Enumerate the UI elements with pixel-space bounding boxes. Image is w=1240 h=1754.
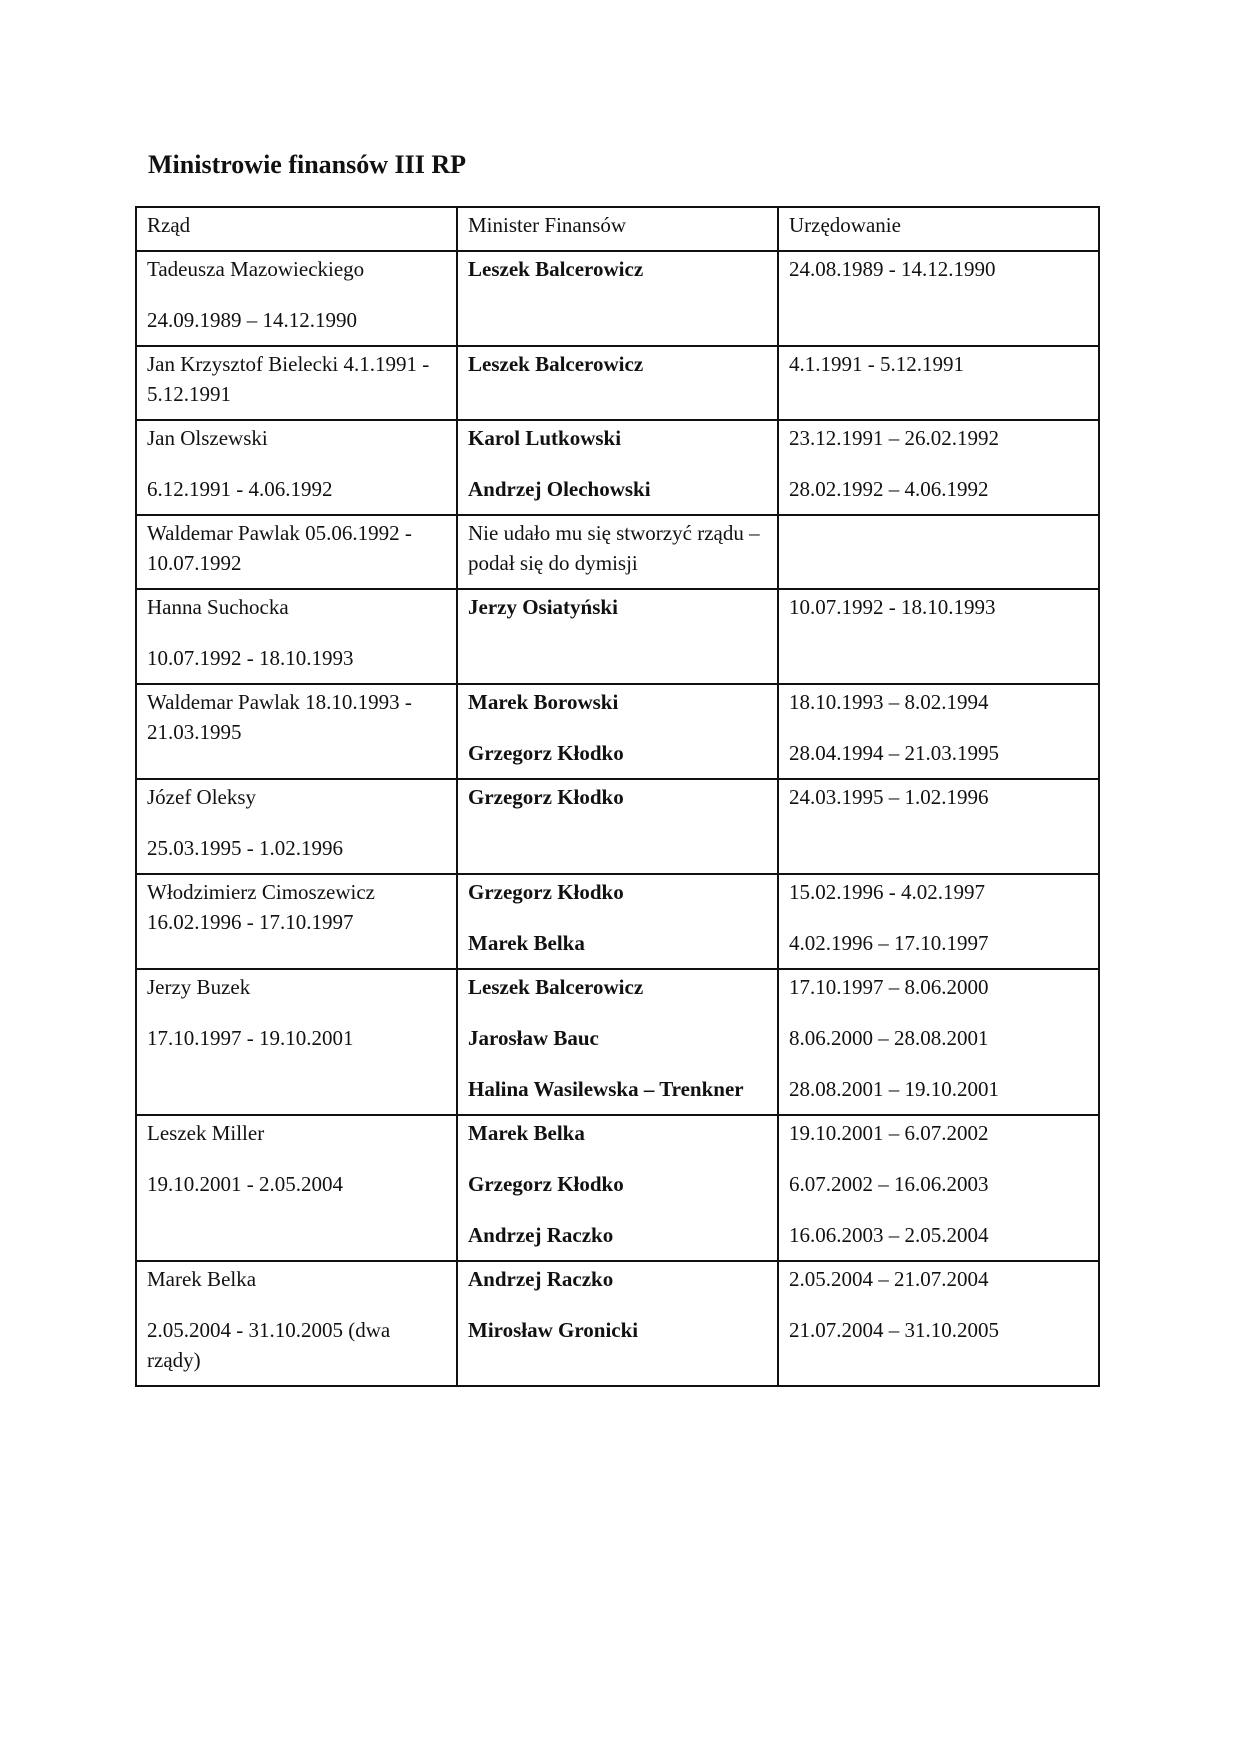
minister-name: Leszek Balcerowicz <box>468 257 644 281</box>
government-cell <box>136 874 457 969</box>
minister-name: Mirosław Gronicki <box>468 1318 639 1342</box>
term-cell <box>778 589 1099 684</box>
term-period: 28.08.2001 – 19.10.2001 <box>789 1077 999 1101</box>
government-name: Jan Olszewski <box>147 426 268 450</box>
term-cell <box>778 515 1099 589</box>
term-period: 10.07.1992 - 18.10.1993 <box>789 595 996 619</box>
header-government <box>136 207 457 251</box>
term-period: 24.03.1995 – 1.02.1996 <box>789 785 989 809</box>
minister-cell <box>457 420 778 515</box>
header-government-label: Rząd <box>147 213 191 237</box>
minister-cell <box>457 515 778 589</box>
minister-cell <box>457 874 778 969</box>
government-cell <box>136 1261 457 1386</box>
government-cell <box>136 420 457 515</box>
government-cell <box>136 1115 457 1261</box>
term-period: 4.1.1991 - 5.12.1991 <box>789 352 964 376</box>
header-minister <box>457 207 778 251</box>
table-row <box>136 969 1099 1115</box>
minister-name: Andrzej Raczko <box>468 1223 614 1247</box>
minister-name: Jarosław Bauc <box>468 1026 599 1050</box>
minister-name: Grzegorz Kłodko <box>468 785 624 809</box>
government-name: Jerzy Buzek <box>147 975 251 999</box>
table-row <box>136 1261 1099 1386</box>
minister-name: Grzegorz Kłodko <box>468 741 624 765</box>
minister-cell <box>457 684 778 779</box>
minister-cell <box>457 1115 778 1261</box>
term-cell <box>778 779 1099 874</box>
government-cell <box>136 779 457 874</box>
table-row <box>136 515 1099 589</box>
minister-name: Marek Belka <box>468 1121 585 1145</box>
minister-name: Leszek Balcerowicz <box>468 975 644 999</box>
page-title: Ministrowie finansów III RP <box>148 150 467 179</box>
minister-name: Grzegorz Kłodko <box>468 880 624 904</box>
term-period: 4.02.1996 – 17.10.1997 <box>789 931 989 955</box>
header-minister-label: Minister Finansów <box>468 213 627 237</box>
government-name: Waldemar Pawlak 18.10.1993 - 21.03.1995 <box>147 690 412 744</box>
table-row <box>136 346 1099 420</box>
header-term <box>778 207 1099 251</box>
minister-name: Marek Belka <box>468 931 585 955</box>
table-row <box>136 1115 1099 1261</box>
header-term-label: Urzędowanie <box>789 213 901 237</box>
government-name: Hanna Suchocka <box>147 595 289 619</box>
government-name: Tadeusza Mazowieckiego <box>147 257 365 281</box>
government-cell <box>136 969 457 1115</box>
government-cell <box>136 346 457 420</box>
government-name: Jan Krzysztof Bielecki 4.1.1991 - 5.12.1991 <box>147 352 430 406</box>
term-period: 19.10.2001 – 6.07.2002 <box>789 1121 989 1145</box>
government-period: 24.09.1989 – 14.12.1990 <box>147 308 357 332</box>
minister-cell <box>457 589 778 684</box>
government-name: Leszek Miller <box>147 1121 265 1145</box>
government-period: 10.07.1992 - 18.10.1993 <box>147 646 354 670</box>
term-cell <box>778 969 1099 1115</box>
government-name: Włodzimierz Cimoszewicz 16.02.1996 - 17.10.1997 <box>147 880 375 934</box>
term-cell <box>778 874 1099 969</box>
term-period: 17.10.1997 – 8.06.2000 <box>789 975 989 999</box>
term-period: 8.06.2000 – 28.08.2001 <box>789 1026 989 1050</box>
government-name: Waldemar Pawlak 05.06.1992 - 10.07.1992 <box>147 521 412 575</box>
government-name: Marek Belka <box>147 1267 257 1291</box>
term-period: 23.12.1991 – 26.02.1992 <box>789 426 999 450</box>
table-row <box>136 251 1099 346</box>
minister-cell <box>457 1261 778 1386</box>
government-cell <box>136 251 457 346</box>
term-cell <box>778 420 1099 515</box>
table-row <box>136 589 1099 684</box>
table-header-row <box>136 207 1099 251</box>
minister-name: Marek Borowski <box>468 690 619 714</box>
minister-cell <box>457 779 778 874</box>
government-note: Nie udało mu się stworzyć rządu – podał się do dymisji <box>468 521 760 575</box>
minister-name: Halina Wasilewska – Trenkner <box>468 1077 744 1101</box>
table-row <box>136 420 1099 515</box>
term-period: 24.08.1989 - 14.12.1990 <box>789 257 996 281</box>
term-period: 16.06.2003 – 2.05.2004 <box>789 1223 989 1247</box>
government-period: 25.03.1995 - 1.02.1996 <box>147 836 343 860</box>
table-row <box>136 874 1099 969</box>
term-cell <box>778 251 1099 346</box>
minister-cell <box>457 969 778 1115</box>
minister-name: Karol Lutkowski <box>468 426 622 450</box>
term-cell <box>778 346 1099 420</box>
minister-name: Andrzej Olechowski <box>468 477 651 501</box>
table-row <box>136 779 1099 874</box>
term-period: 28.02.1992 – 4.06.1992 <box>789 477 989 501</box>
term-cell <box>778 684 1099 779</box>
ministers-table <box>135 206 1100 1387</box>
minister-name: Jerzy Osiatyński <box>468 595 618 619</box>
term-period: 21.07.2004 – 31.10.2005 <box>789 1318 999 1342</box>
government-cell <box>136 515 457 589</box>
minister-name: Andrzej Raczko <box>468 1267 614 1291</box>
government-period: 17.10.1997 - 19.10.2001 <box>147 1026 354 1050</box>
government-period: 2.05.2004 - 31.10.2005 (dwa rządy) <box>147 1318 391 1372</box>
term-cell <box>778 1115 1099 1261</box>
government-cell <box>136 684 457 779</box>
minister-name: Leszek Balcerowicz <box>468 352 644 376</box>
minister-cell <box>457 251 778 346</box>
term-period: 2.05.2004 – 21.07.2004 <box>789 1267 989 1291</box>
table-row <box>136 684 1099 779</box>
government-period: 19.10.2001 - 2.05.2004 <box>147 1172 343 1196</box>
term-cell <box>778 1261 1099 1386</box>
minister-name: Grzegorz Kłodko <box>468 1172 624 1196</box>
government-name: Józef Oleksy <box>147 785 257 809</box>
government-cell <box>136 589 457 684</box>
term-period: 18.10.1993 – 8.02.1994 <box>789 690 989 714</box>
term-period: 6.07.2002 – 16.06.2003 <box>789 1172 989 1196</box>
minister-cell <box>457 346 778 420</box>
term-period: 28.04.1994 – 21.03.1995 <box>789 741 999 765</box>
term-period: 15.02.1996 - 4.02.1997 <box>789 880 985 904</box>
government-period: 6.12.1991 - 4.06.1992 <box>147 477 333 501</box>
